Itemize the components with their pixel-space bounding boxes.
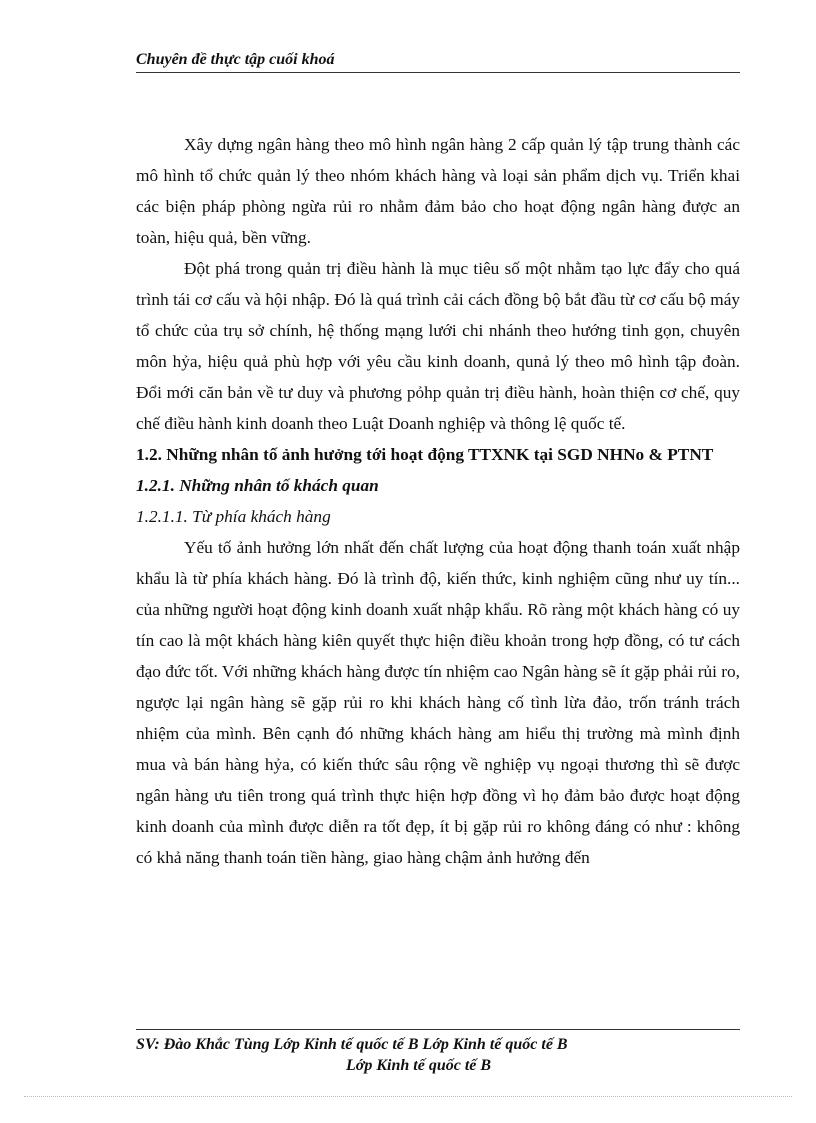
- paragraph-2: Đột phá trong quản trị điều hành là mục tiêu số một nhằm tạo lực đẩy cho quá trình tái cơ cấu và hội nhập. Đó là quá trình cải cách đồng bộ bắt đầu từ cơ cấu bộ máy tổ chức của trụ sở chính, hệ thống mạng lưới chi nhánh theo hướng tinh gọn, chuyên môn hỷa, hiệu quả phù hợp với yêu cầu kinh doanh, qunả lý theo mô hình tập đoàn. Đổi mới căn bản về tư duy và phương pỏhp quản trị điều hành, hoàn thiện cơ chế, quy chế điều hành kinh doanh theo Luật Doanh nghiệp và thông lệ quốc tế.: [136, 259, 740, 433]
- paragraph-3: Yếu tố ảnh hưởng lớn nhất đến chất lượng của hoạt động thanh toán xuất nhập khẩu là từ phía khách hàng. Đó là trình độ, kiến thức, kinh nghiệm cũng như uy tín... của những người hoạt động kinh doanh xuất nhập khẩu. Rõ ràng một khách hàng có uy tín cao là một khách hàng kiên quyết thực hiện điều khoản trong hợp đồng, có tư cách đạo đức tốt. Với những khách hàng được tín nhiệm cao Ngân hàng sẽ ít gặp phải rủi ro, ngược lại ngân hàng sẽ gặp rủi ro khi khách hàng cố tình lừa đảo, trốn tránh trách nhiệm của mình. Bên cạnh đó những khách hàng am hiểu thị trường mà mình định mua và bán hàng hỷa, có kiến thức sâu rộng về nghiệp vụ ngoại thương thì sẽ được ngân hàng ưu tiên trong quá trình thực hiện hợp đồng vì họ đảm bảo được hoạt động kinh doanh của mình được diễn ra tốt đẹp, ít bị gặp rủi ro không đáng có như : không có khả năng thanh toán tiền hàng, giao hàng chậm ảnh hưởng đến: [136, 538, 740, 867]
- section-heading-1-2: 1.2. Những nhân tố ảnh hưởng tới hoạt động TTXNK tại SGD NHNo & PTNT: [136, 445, 714, 464]
- page-boundary: [24, 1096, 792, 1097]
- footer-line-1: SV: Đào Khắc Tùng Lớp Kinh tế quốc tế B Lớp Kinh tế quốc tế B: [136, 1036, 568, 1053]
- subsection-heading-1-2-1: 1.2.1. Những nhân tố khách quan: [136, 476, 379, 495]
- document-body: [136, 129, 740, 873]
- page-footer: [136, 1034, 740, 1076]
- header-divider: [136, 72, 740, 73]
- footer-divider: [136, 1029, 740, 1030]
- subsubsection-heading-1-2-1-1: 1.2.1.1. Từ phía khách hàng: [136, 507, 331, 526]
- paragraph-1: Xây dựng ngân hàng theo mô hình ngân hàng 2 cấp quản lý tập trung thành các mô hình tổ chức quản lý theo nhóm khách hàng và loại sản phẩm dịch vụ. Triển khai các biện pháp phòng ngừa rủi ro nhằm đảm bảo cho hoạt động ngân hàng được an toàn, hiệu quả, bền vững.: [136, 135, 740, 247]
- footer-line-2: Lớp Kinh tế quốc tế B: [346, 1057, 492, 1074]
- page-header-title: Chuyên đề thực tập cuối khoá: [136, 51, 335, 68]
